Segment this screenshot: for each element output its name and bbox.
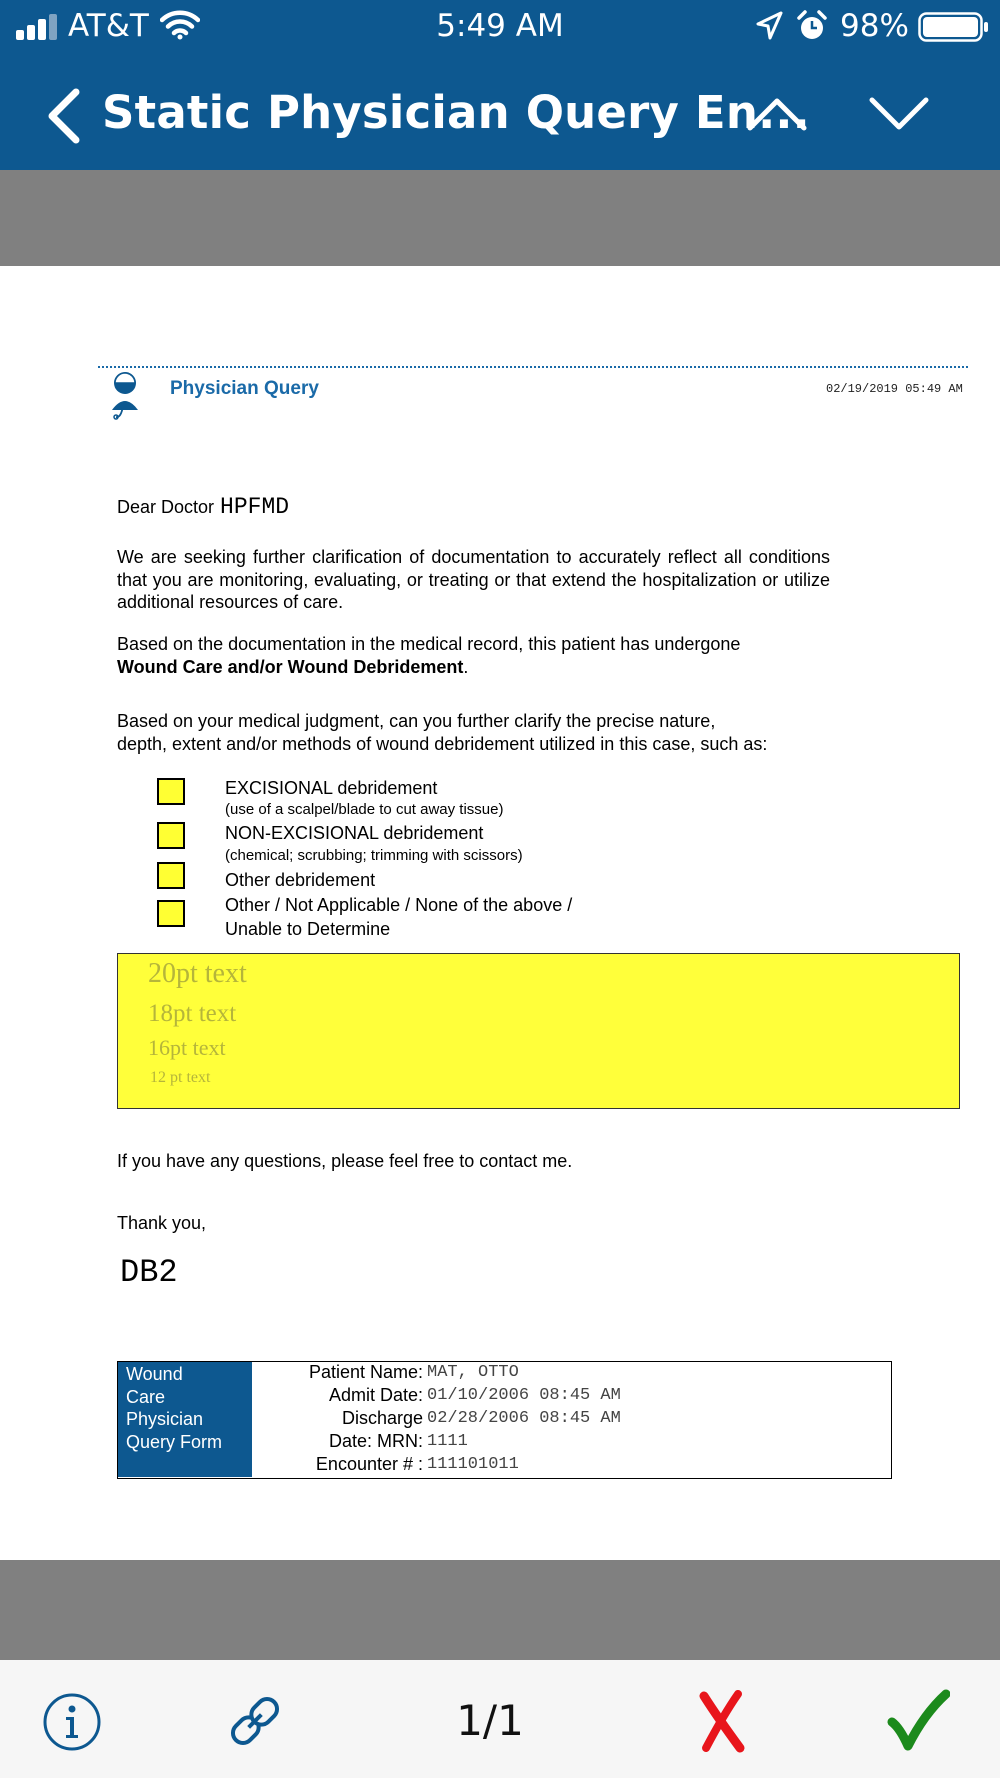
text-sample-12pt: 12 pt text bbox=[150, 1069, 211, 1086]
form-title-line: Query Form bbox=[126, 1431, 223, 1452]
x-mark-icon[interactable] bbox=[698, 1688, 746, 1754]
option-label-not-applicable: Other / Not Applicable / None of the above / bbox=[225, 895, 573, 915]
discharge-row bbox=[252, 1408, 892, 1431]
option-checkbox-excisional[interactable] bbox=[157, 778, 185, 805]
mrn-label: Date: MRN: bbox=[328, 1431, 423, 1451]
text-sample-16pt: 16pt text bbox=[148, 1035, 226, 1060]
chevron-down-icon[interactable] bbox=[868, 96, 930, 132]
option-label-non-excisional: NON-EXCISIONAL debridement bbox=[225, 823, 484, 843]
option-checkbox-other[interactable] bbox=[157, 862, 185, 889]
procedure-line: Based on the documentation in the medical record, this patient has undergone bbox=[117, 634, 741, 654]
admit-date-value: 01/10/2006 08:45 AM bbox=[427, 1386, 621, 1405]
document-page[interactable] bbox=[0, 266, 1000, 1560]
intro-paragraph: We are seeking further clarification of documentation to accurately reflect all conditions that you are monitoring, evaluating, or treating or that extend the hospitalization or utilize additional resources of care. bbox=[117, 547, 830, 612]
checkmark-icon[interactable] bbox=[886, 1688, 950, 1752]
signature: DB2 bbox=[120, 1254, 178, 1291]
admit-date-row bbox=[252, 1385, 892, 1408]
viewer-background-top bbox=[0, 170, 1000, 266]
document-heading: Physician Query bbox=[170, 378, 319, 399]
header-divider bbox=[98, 366, 968, 368]
procedure-paragraph bbox=[117, 633, 830, 678]
encounter-label: Encounter # : bbox=[315, 1454, 423, 1474]
viewer-background-bottom bbox=[0, 1560, 1000, 1660]
discharge-value: 02/28/2006 08:45 AM bbox=[427, 1409, 621, 1428]
question-line-1: Based on your medical judgment, can you further clarify the precise nature, bbox=[117, 711, 716, 731]
text-sample-18pt: 18pt text bbox=[148, 1000, 237, 1027]
option-sub-non-excisional: (chemical; scrubbing; trimming with scissors) bbox=[225, 847, 523, 864]
status-time: 5:49 AM bbox=[436, 8, 564, 44]
procedure-period: . bbox=[463, 656, 469, 677]
form-title-line: Physician bbox=[126, 1409, 204, 1429]
document-date: 02/19/2019 05:49 AM bbox=[826, 382, 963, 396]
encounter-row bbox=[252, 1454, 892, 1477]
form-title-line: Wound bbox=[126, 1364, 183, 1384]
option-label-other: Other debridement bbox=[225, 870, 376, 890]
question-paragraph bbox=[117, 710, 830, 755]
option-checkbox-non-excisional[interactable] bbox=[157, 822, 185, 849]
battery-icon bbox=[918, 12, 990, 42]
doctor-icon bbox=[106, 370, 144, 422]
option-label-excisional: EXCISIONAL debridement bbox=[225, 778, 438, 798]
option-checkbox-not-applicable[interactable] bbox=[157, 900, 185, 927]
patient-info-table bbox=[117, 1361, 892, 1479]
option-sub-excisional: (use of a scalpel/blade to cut away tissue) bbox=[225, 801, 504, 818]
status-bar bbox=[0, 0, 1000, 58]
free-text-area[interactable] bbox=[117, 953, 960, 1109]
encounter-value: 111101011 bbox=[427, 1455, 519, 1474]
bottom-toolbar bbox=[0, 1660, 1000, 1778]
patient-name-value: MAT, OTTO bbox=[427, 1363, 519, 1382]
contact-line: If you have any questions, please feel free to contact me. bbox=[117, 1151, 573, 1171]
patient-name-row bbox=[252, 1362, 892, 1385]
mrn-row bbox=[252, 1431, 892, 1454]
form-title-line: Care bbox=[126, 1386, 166, 1407]
battery-percentage: 98% bbox=[840, 8, 909, 44]
procedure-name: Wound Care and/or Wound Debridement bbox=[117, 656, 464, 677]
mrn-value: 1111 bbox=[427, 1432, 468, 1451]
doctor-name: HPFMD bbox=[220, 494, 290, 520]
question-line-2: depth, extent and/or methods of wound debridement utilized in this case, such as: bbox=[117, 733, 768, 754]
text-sample-20pt: 20pt text bbox=[148, 958, 247, 989]
option-label-not-applicable-2: Unable to Determine bbox=[225, 919, 391, 939]
patient-name-label: Patient Name: bbox=[308, 1362, 423, 1382]
carrier-name: AT&T bbox=[68, 8, 149, 44]
top-bar bbox=[0, 0, 1000, 170]
alarm-clock-icon bbox=[797, 10, 827, 42]
greeting-text: Dear Doctor bbox=[117, 497, 215, 517]
thanks-line: Thank you, bbox=[117, 1213, 207, 1233]
admit-date-label: Admit Date: bbox=[328, 1385, 423, 1405]
greeting-line bbox=[117, 494, 289, 520]
page-indicator: 1/1 bbox=[456, 1696, 524, 1745]
discharge-label: Discharge bbox=[341, 1408, 423, 1428]
page-title: Static Physician Query En... bbox=[102, 86, 810, 139]
chevron-up-icon[interactable] bbox=[746, 96, 808, 132]
location-arrow-icon bbox=[755, 11, 783, 41]
back-chevron-icon[interactable] bbox=[44, 88, 84, 144]
form-title-cell bbox=[118, 1362, 252, 1477]
